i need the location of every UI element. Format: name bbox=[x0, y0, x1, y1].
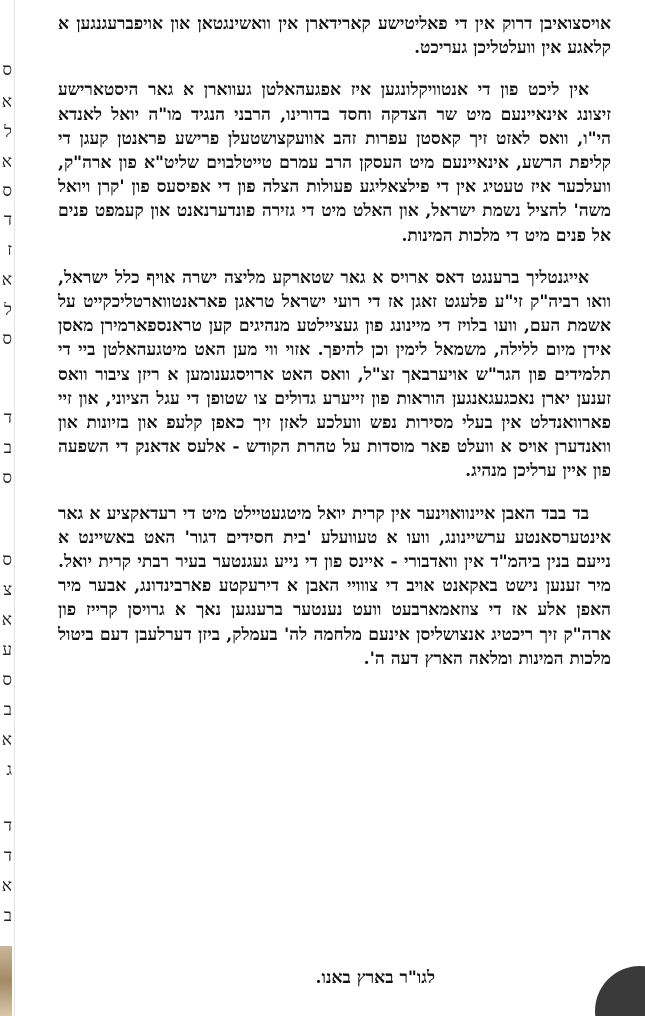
adjacent-column-glyph: ד bbox=[3, 848, 12, 865]
article-signoff: לגו"ר בארץ באנו. bbox=[315, 968, 435, 988]
adjacent-column-glyph: א bbox=[1, 612, 12, 629]
adjacent-column-glyph: ד bbox=[3, 212, 12, 229]
adjacent-column-glyph: ל bbox=[4, 124, 12, 141]
adjacent-column-glyph: ס bbox=[2, 331, 12, 348]
article-paragraph: אין ליכט פון די אנטוויקלונגען איז אפגעהאלטן געווארן א גאר היסטארישע זיצונג אינאיינעם מיט שר הצדקה וחסד בדורינו, הרבני הנגיד מו"ה יואל לאנדא הי"ו, וואס לאזט זיך קאסטן עפרות זהב אוועקצושטעלן פרישע פראנטן קעגן די קליפת הרשע, אינאיינעם מיט העסקן הרב עמרם טייטלבוים שליט"א פון ארה"ק, וועלכער איז טעטיג אין די פילצאליגע פעולות הצלה פון די אפיסעס פון 'קרן ויואל משה' להציל נשמת ישראל, און האלט מיט די גזירה פונדערנאנט און קעמפט פנים אל פנים מיט די מלכות המינות. bbox=[58, 80, 611, 246]
adjacent-column-glyph: ב bbox=[3, 440, 12, 457]
adjacent-column-glyph: ב bbox=[3, 702, 12, 719]
adjacent-column-glyph: ס bbox=[2, 672, 12, 689]
adjacent-column-glyph: ב bbox=[3, 908, 12, 925]
adjacent-column-glyph: א bbox=[1, 154, 12, 171]
adjacent-column-glyph: ס bbox=[2, 552, 12, 569]
adjacent-column-edge bbox=[0, 0, 15, 1016]
article-paragraph: בד בבד האבן איינוואוינער אין קרית יואל מיטגעטיילט מיט די רעדאקציע א גאר אינטערסאנטע ערשיינונג, וועו א טעוועלע 'בית חסידים דגור' האט באשיינט א נייעם בנין ביהמ"ד אין וואדבורי - איינס פון די נייע געגנטער בעיר רבתי קרית יואל. מיר זענען נישט באקאנט אויב די צווויי האבן א דירעקטע פארבינדונג, אבער מיר האפן אלע אז די צוזאמארבעט וועט נענטער ברענגען נאך א גרויסן קרייז פון ארה"ק זיך ריכטיג אנצושליסן אינעם מלחמה לה' בעמלק, ביזן דערלעבן דעם ביטול מלכות המינות ומלאה הארץ דעה ה'. bbox=[58, 503, 611, 669]
adjacent-column-glyph: ד bbox=[3, 410, 12, 427]
article-paragraph: אויסצואיבן דרוק אין די פאליטישע קארידארן אין וואשינגטאן און אויפברעגנגען א קלאגע אין וועלטליכן געריכט. bbox=[58, 14, 611, 59]
adjacent-column-glyph: א bbox=[1, 94, 12, 111]
adjacent-column-glyph: ג bbox=[6, 762, 12, 779]
adjacent-column-glyph: ד bbox=[3, 818, 12, 835]
adjacent-column-glyph: א bbox=[1, 732, 12, 749]
adjacent-column-glyph: א bbox=[1, 272, 12, 289]
adjacent-column-glyph: א bbox=[1, 878, 12, 895]
adjacent-column-glyph: ל bbox=[4, 302, 12, 319]
article-body bbox=[58, 12, 611, 689]
page-curl-shadow bbox=[595, 966, 645, 1016]
adjacent-photo-edge bbox=[0, 946, 12, 1016]
adjacent-column-glyph: צ bbox=[3, 582, 12, 599]
adjacent-column-glyph: ע bbox=[2, 642, 12, 659]
adjacent-column-glyph: ס bbox=[2, 62, 12, 79]
adjacent-column-glyph: ס bbox=[2, 470, 12, 487]
adjacent-column-glyph: ז bbox=[7, 242, 12, 259]
adjacent-column-glyph: ס bbox=[2, 183, 12, 200]
article-paragraph: אייגנטליך ברענגט דאס ארויס א גאר שטארקע מליצה ישרה אויף כלל ישראל, וואו רביה"ק זי"ע פלעגט זאגן אז די רועי ישראל טראגן פאראנטווארטליכקייט על אשמת העם, וועו בלויז די מיינונג פון געציילטע מנהיגים קען טראנספארמירן מאסן אידן מיום ללילה, משמאל לימין וכן להיפך. אזוי ווי מען האט מיטגעהאלטן ביי די תלמידים פון הגר"ש אויערבאך זצ"ל, וואס האט ארויסגענומען א ריזן ציבור וואס זענען יארן נאכגעגאנגען הוראות פון זייערע גדולים צו שטופן די עגל הציוני, און זיי פארוואנדלט אין בעלי מסירות נפש וועלכע לאזן זיך כאפן קלעפ און בזיונות און וואנדערן אויס א וועלט פאר מוסדות על טהרת הקודש - אלעס אדאנק די השפעה פון איין ערליכן מנהיג. bbox=[58, 267, 611, 482]
